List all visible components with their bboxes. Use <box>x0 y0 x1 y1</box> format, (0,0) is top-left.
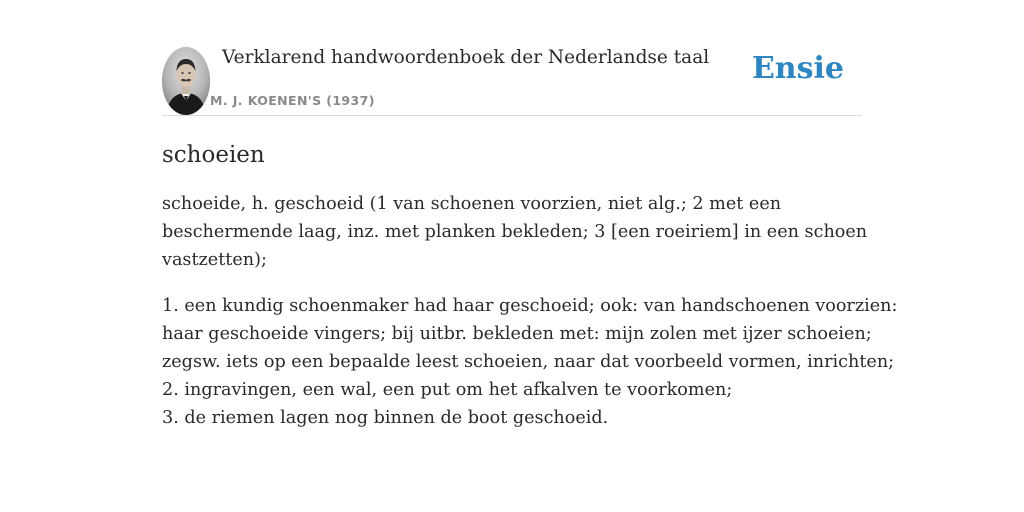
book-title: Verklarend handwoordenboek der Nederlandse taal <box>222 47 710 68</box>
author-portrait-icon <box>162 47 210 115</box>
entry-examples <box>162 292 898 432</box>
entry-definition <box>162 190 868 274</box>
definition-line: vastzetten); <box>162 250 267 270</box>
dictionary-header <box>162 46 862 116</box>
example-line: zegsw. iets op een bepaalde leest schoeien, naar dat voorbeeld vormen, inrichten; <box>162 352 895 372</box>
entry-title: schoeien <box>162 142 265 168</box>
example-line: haar geschoeide vingers; bij uitbr. bekleden met: mijn zolen met ijzer schoeien; <box>162 324 872 344</box>
ensie-logo-link[interactable]: Ensie <box>751 51 844 86</box>
content-container <box>162 46 898 432</box>
definition-line: schoeide, h. geschoeid (1 van schoenen voorzien, niet alg.; 2 met een <box>162 194 782 214</box>
book-author: M. J. KOENEN'S (1937) <box>210 93 375 108</box>
example-line: 3. de riemen lagen nog binnen de boot geschoeid. <box>162 408 609 428</box>
definition-line: beschermende laag, inz. met planken bekleden; 3 [een roeiriem] in een schoen <box>162 222 868 242</box>
example-line: 2. ingravingen, een wal, een put om het afkalven te voorkomen; <box>162 380 733 400</box>
example-line: 1. een kundig schoenmaker had haar geschoeid; ook: van handschoenen voorzien: <box>162 296 898 316</box>
